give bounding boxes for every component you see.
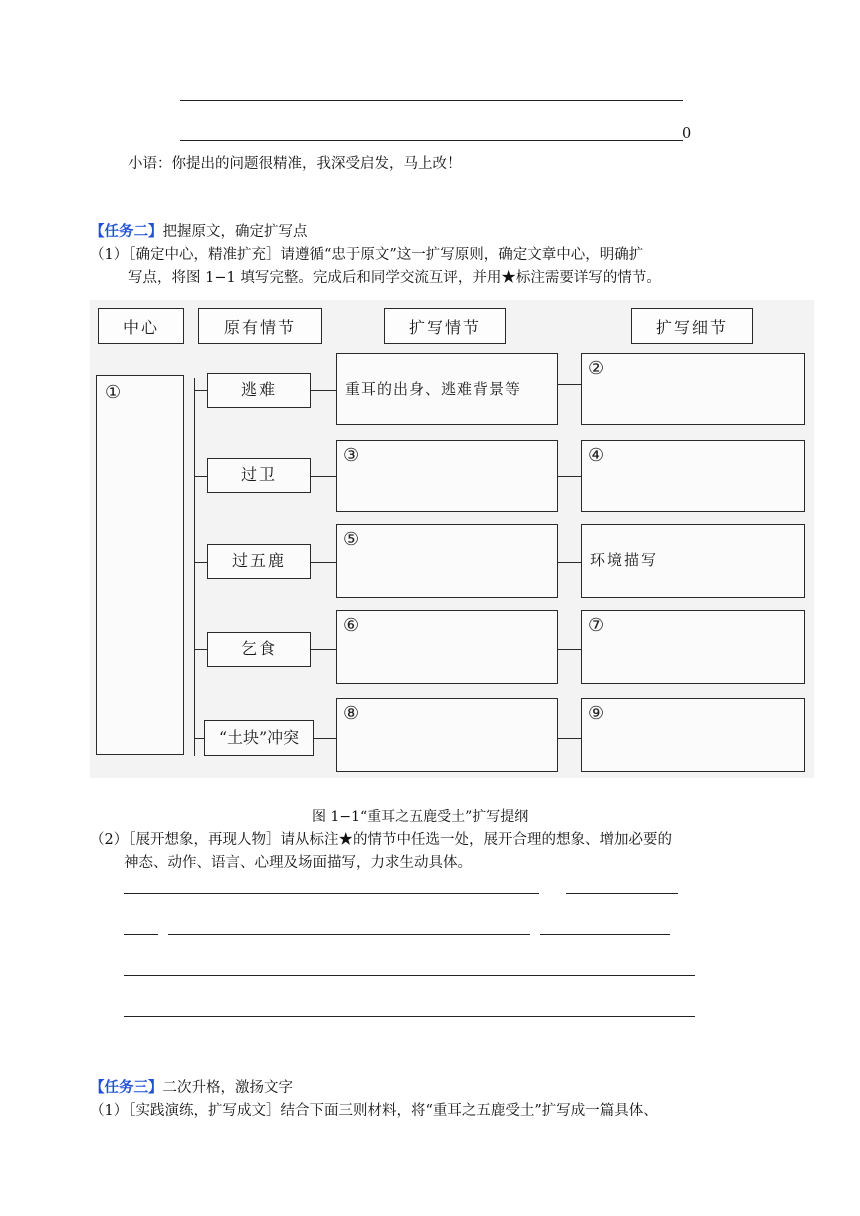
- answer-line: [180, 140, 683, 141]
- task3-q1-line1: （1）［实践演练，扩写成文］结合下面三则材料，将“重耳之五鹿受土”扩写成一篇具体、: [90, 1103, 658, 1119]
- answer-line: [180, 100, 683, 101]
- expand-box-3[interactable]: ⑤: [336, 524, 558, 598]
- center-number: ①: [105, 382, 122, 403]
- expand-box-5[interactable]: ⑧: [336, 698, 558, 772]
- detail-box-1[interactable]: ②: [581, 353, 805, 425]
- writing-line[interactable]: [168, 934, 530, 935]
- connector: [558, 562, 582, 563]
- task2-tag: 【任务二】: [90, 223, 163, 240]
- connector: [311, 562, 337, 563]
- outline-diagram: [90, 300, 814, 778]
- task2-title: 把握原文，确定扩写点: [162, 224, 308, 240]
- detail-box-3[interactable]: 环境描写: [581, 524, 805, 598]
- connector: [558, 649, 582, 650]
- writing-line[interactable]: [124, 934, 158, 935]
- task2-q1-line2: 写点，将图 1−1 填写完整。完成后和同学交流互评，并用★标注需要详写的情节。: [128, 270, 661, 286]
- connector: [558, 384, 582, 385]
- writing-line[interactable]: [124, 1016, 695, 1017]
- detail-box-5[interactable]: ⑨: [581, 698, 805, 772]
- connector: [311, 649, 337, 650]
- task3-tag: 【任务三】: [90, 1079, 163, 1096]
- detail-box-4[interactable]: ⑦: [581, 610, 805, 684]
- task2-q2-line2: 神态、动作、语言、心理及场面描写，力求生动具体。: [124, 855, 472, 871]
- bracket-line: [194, 378, 201, 756]
- expand-box-1[interactable]: 重耳的出身、逃难背景等: [336, 353, 558, 425]
- expand-box-4[interactable]: ⑥: [336, 610, 558, 684]
- plot-box-tukuai: “土块”冲突: [204, 720, 314, 756]
- writing-line[interactable]: [566, 893, 678, 894]
- figure-caption: 图 1−1“重耳之五鹿受土”扩写提纲: [312, 809, 529, 825]
- writing-line[interactable]: [540, 934, 670, 935]
- center-box[interactable]: [96, 375, 184, 755]
- line-end-zero: 0: [682, 126, 692, 142]
- plot-box-wulu: 过五鹿: [207, 544, 311, 579]
- task3-title: 二次升格，激扬文字: [162, 1080, 293, 1096]
- connector: [558, 738, 582, 739]
- connector: [311, 476, 337, 477]
- task2-q1-line1: （1）［确定中心，精准扩充］请遵循“忠于原文”这一扩写原则，确定文章中心，明确扩: [90, 247, 644, 263]
- header-expand-plot: 扩写情节: [384, 308, 506, 344]
- detail-box-2[interactable]: ④: [581, 440, 805, 512]
- writing-line[interactable]: [124, 975, 695, 976]
- plot-box-escape: 逃难: [207, 373, 311, 408]
- xiaoyu-reply: 小语：你提出的问题很精准，我深受启发，马上改！: [128, 156, 462, 172]
- header-center: 中心: [98, 308, 184, 344]
- header-original-plot: 原有情节: [198, 308, 322, 344]
- brace-connector: [194, 476, 208, 477]
- plot-box-guowei: 过卫: [207, 458, 311, 493]
- task3-heading: [90, 1078, 293, 1098]
- header-expand-detail: 扩写细节: [631, 308, 753, 344]
- brace-connector: [194, 562, 208, 563]
- writing-line[interactable]: [124, 893, 539, 894]
- connector: [558, 476, 582, 477]
- brace-connector: [194, 649, 208, 650]
- task2-heading: [90, 222, 308, 242]
- connector: [311, 390, 337, 391]
- expand-box-2[interactable]: ③: [336, 440, 558, 512]
- task2-q2-line1: （2）［展开想象，再现人物］请从标注★的情节中任选一处，展开合理的想象、增加必要的: [90, 832, 672, 848]
- plot-box-qishi: 乞食: [207, 632, 311, 667]
- brace-connector: [194, 390, 208, 391]
- connector: [314, 738, 337, 739]
